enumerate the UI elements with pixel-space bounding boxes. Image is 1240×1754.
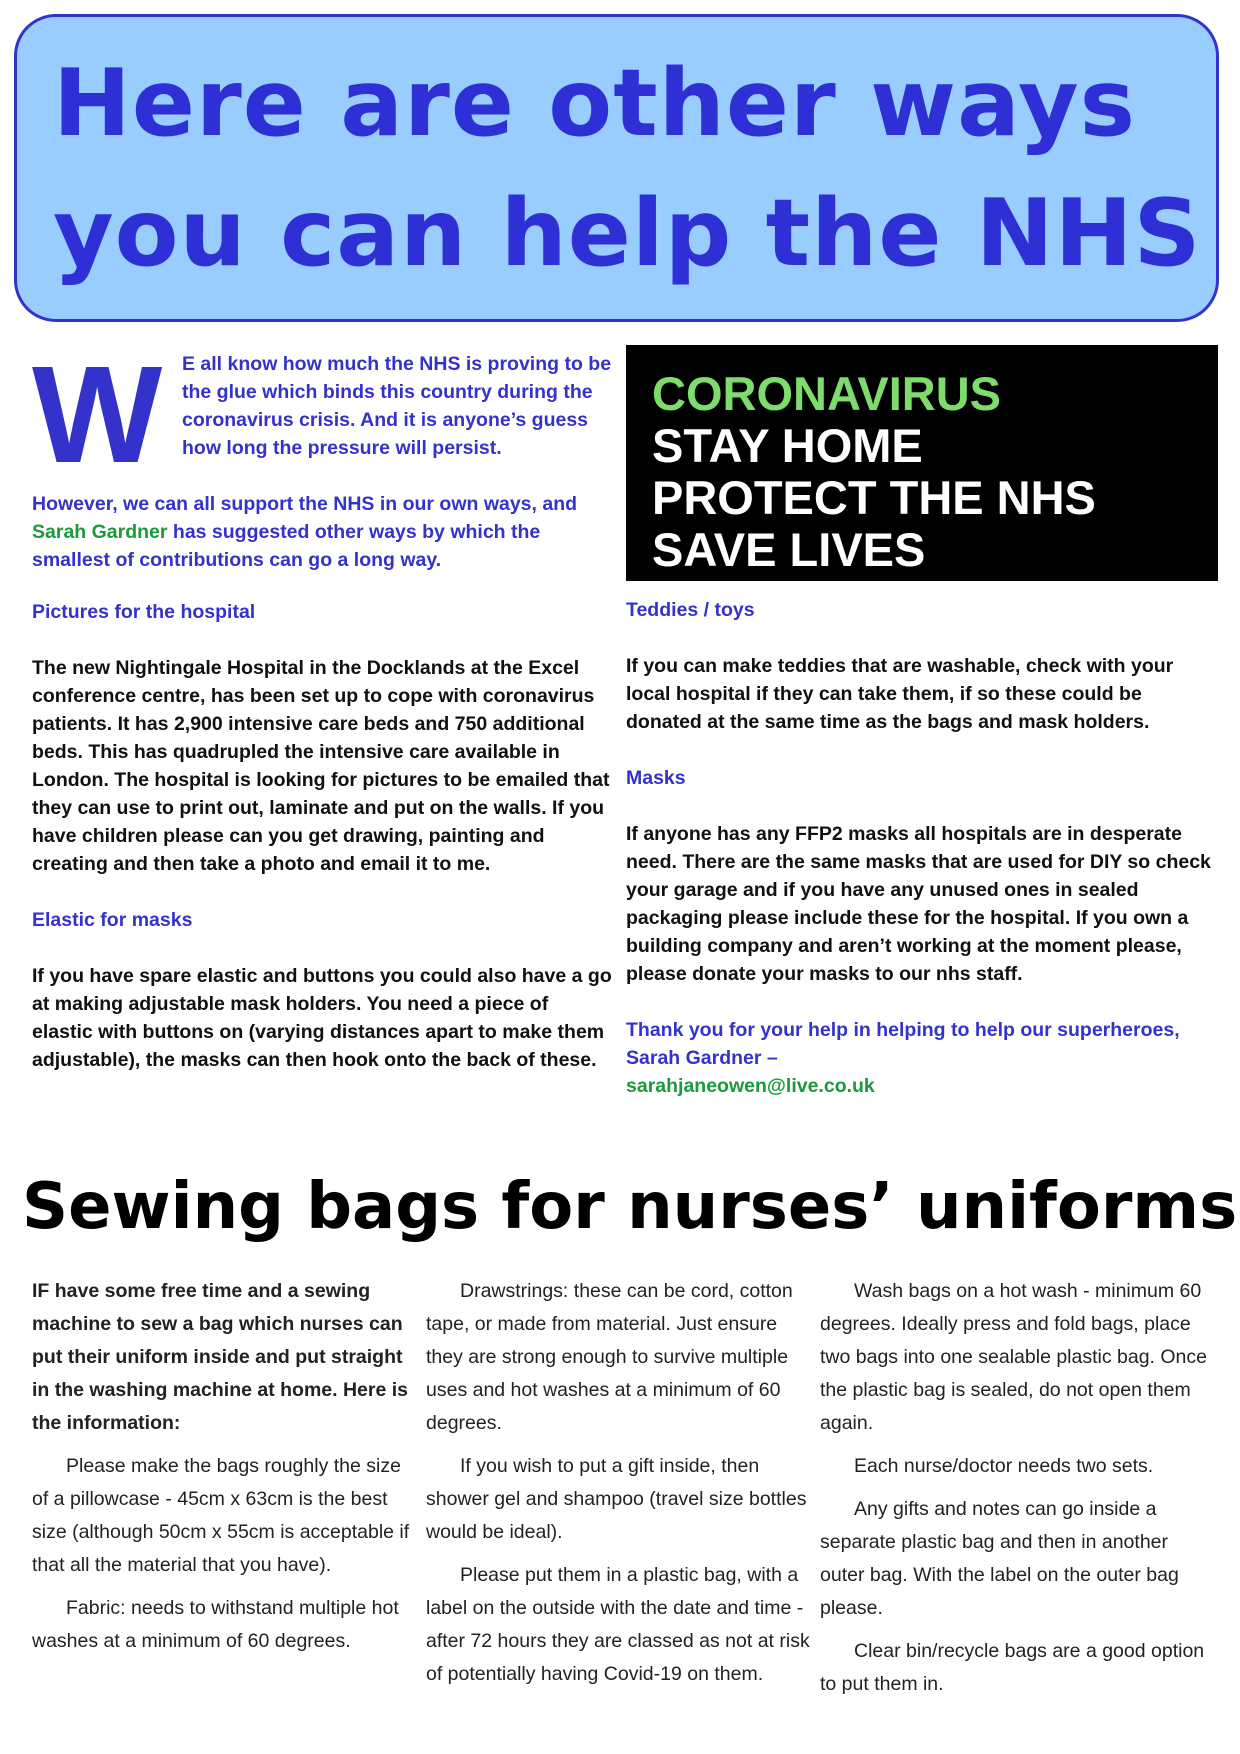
drop-cap: W (32, 338, 163, 492)
sewing-column-3 (820, 1275, 1212, 1711)
poster-line-4: SAVE LIVES (652, 523, 926, 576)
heading-masks: Masks (626, 767, 686, 789)
intro-paragraph-2 (32, 490, 612, 574)
headline-line-1: Here are other ways (53, 49, 1136, 157)
stay-home-poster (626, 345, 1218, 581)
intro-text-before: However, we can all support the NHS in our own ways, and (32, 493, 578, 515)
headline-banner (14, 14, 1219, 322)
right-column (626, 596, 1216, 1100)
sewing-paragraph: Each nurse/doctor needs two sets. (854, 1455, 1154, 1477)
paragraph-masks: If anyone has any FFP2 masks all hospitals are in desperate need. There are the same masks that are used for DIY so check your garage and if you have any unused ones in sealed packaging please include these for the hospital. If you own a building company and aren’t working at the moment please, please donate your masks to our nhs staff. (626, 823, 1211, 985)
headline-line-2: you can help the NHS (53, 179, 1202, 287)
sewing-title: Sewing bags for nurses’ uniforms (22, 1170, 1238, 1244)
sewing-paragraph: Drawstrings: these can be cord, cotton tape, or made from material. Just ensure they are strong enough to survive multiple uses and hot washes at a minimum of 60 degrees. (426, 1280, 793, 1434)
sewing-paragraph: Please make the bags roughly the size of a pillowcase - 45cm x 63cm is the best size (although 50cm x 55cm is acceptable if that all the material that you have). (32, 1455, 410, 1576)
poster-line-2: STAY HOME (652, 419, 923, 472)
sewing-paragraph: Wash bags on a hot wash - minimum 60 degrees. Ideally press and fold bags, place two bags into one sealable plastic bag. Once the plastic bag is sealed, do not open them again. (820, 1280, 1208, 1434)
thanks-line: Thank you for your help in helping to help our superheroes, Sarah Gardner – (626, 1019, 1180, 1069)
heading-elastic: Elastic for masks (32, 909, 193, 931)
intro-paragraph: E all know how much the NHS is proving to be the glue which binds this country during the coronavirus crisis. And it is anyone’s guess how long the pressure will persist. (182, 353, 612, 459)
author-name: Sarah Gardner (32, 521, 168, 543)
sewing-paragraph: Please put them in a plastic bag, with a label on the outside with the date and time - after 72 hours they are classed as not at risk of potentially having Covid-19 on them. (426, 1564, 810, 1685)
paragraph-elastic: If you have spare elastic and buttons you could also have a go at making adjustable mask holders. You need a piece of elastic with buttons on (varying distances apart to make them adjustable), the masks can then hook onto the back of these. (32, 965, 612, 1071)
poster-line-3: PROTECT THE NHS (652, 471, 1096, 524)
paragraph-teddies: If you can make teddies that are washable, check with your local hospital if they can take them, if so these could be donated at the same time as the bags and mask holders. (626, 655, 1174, 733)
sewing-paragraph: Any gifts and notes can go inside a separate plastic bag and then in another outer bag. With the label on the outer bag please. (820, 1498, 1179, 1619)
sewing-paragraph: Fabric: needs to withstand multiple hot washes at a minimum of 60 degrees. (32, 1597, 399, 1652)
sewing-paragraph: Clear bin/recycle bags are a good option to put them in. (820, 1640, 1205, 1695)
heading-pictures: Pictures for the hospital (32, 601, 256, 623)
sewing-column-2 (426, 1275, 810, 1701)
sewing-paragraph: IF have some free time and a sewing machine to sew a bag which nurses can put their uniform inside and put straight in the washing machine at home. Here is the information: (32, 1280, 409, 1434)
poster-line-1: CORONAVIRUS (652, 367, 1002, 420)
sewing-paragraph: If you wish to put a gift inside, then shower gel and shampoo (travel size bottles would be ideal). (426, 1455, 807, 1543)
left-column (32, 598, 612, 1074)
intro-text-after: has suggested other ways by which the smallest of contributions can go a long way. (32, 521, 541, 571)
heading-teddies: Teddies / toys (626, 599, 755, 621)
email-link[interactable]: sarahjaneowen@live.co.uk (626, 1075, 875, 1097)
sewing-column-1 (32, 1275, 412, 1668)
paragraph-pictures: The new Nightingale Hospital in the Docklands at the Excel conference centre, has been set up to cope with coronavirus patients. It has 2,900 intensive care beds and 750 additional beds. This has quadrupled the intensive care available in London. The hospital is looking for pictures to be emailed that they can use to print out, laminate and put on the walls. If you have children please can you get drawing, painting and creating and then take a photo and email it to me. (32, 657, 610, 875)
